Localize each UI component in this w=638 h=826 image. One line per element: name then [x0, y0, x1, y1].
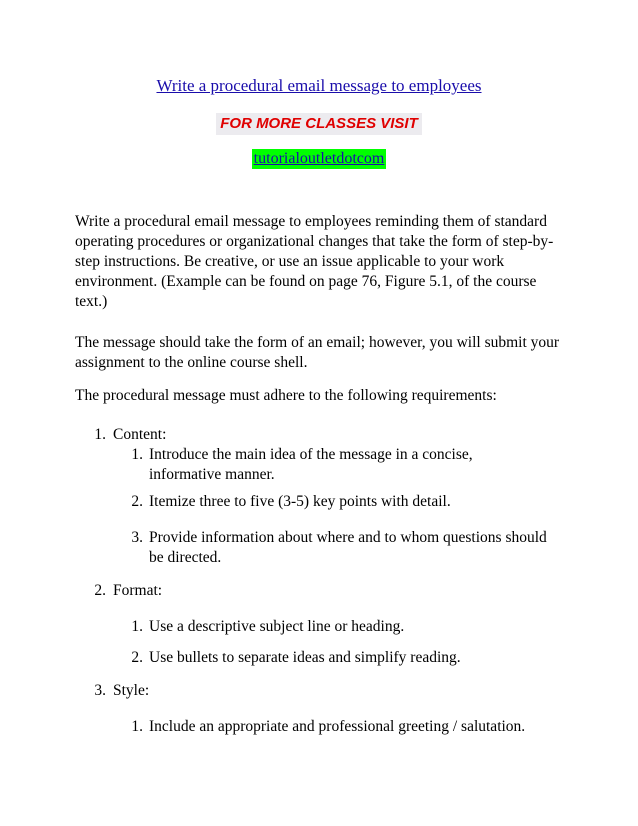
list-text: Provide information about where and to whom questions should be directed.: [149, 529, 547, 566]
promo-banner: [0, 113, 638, 135]
requirements-intro: The procedural message must adhere to the following requirements:: [75, 387, 497, 404]
list-number: 1.: [94, 426, 106, 443]
list-item-content: [0, 425, 638, 445]
submission-paragraph: The message should take the form of an email; however, you will submit your assignment to the online course shell.: [75, 334, 560, 371]
list-item: [0, 617, 638, 637]
list-item-style: [0, 681, 638, 701]
list-text: Introduce the main idea of the message in a concise, informative manner.: [149, 446, 473, 483]
list-number: 1.: [131, 618, 143, 635]
intro-paragraph: Write a procedural email message to employees reminding them of standard operating procedures or organizational changes that take the form of step-by-step instructions. Be creative, or use an issue applicable to your work environment. (Example can be found on page 76, Figure 5.1, of the course text.): [75, 213, 554, 310]
list-item: [0, 492, 638, 512]
list-item-format: [0, 581, 638, 601]
list-text: Use a descriptive subject line or heading.: [149, 618, 405, 635]
list-label: Content:: [113, 426, 167, 443]
list-number: 1.: [131, 718, 143, 735]
site-link[interactable]: tutorialoutletdotcom: [253, 150, 385, 167]
list-number: 3.: [94, 682, 106, 699]
list-item: [0, 717, 638, 737]
site-link-wrapper: [0, 149, 638, 169]
list-text: Use bullets to separate ideas and simplify reading.: [149, 649, 461, 666]
list-text: Itemize three to five (3-5) key points with detail.: [149, 493, 451, 510]
list-number: 3.: [131, 529, 143, 546]
list-label: Format:: [113, 582, 163, 599]
list-text: Include an appropriate and professional greeting / salutation.: [149, 718, 526, 735]
title-link[interactable]: Write a procedural email message to employees: [156, 76, 482, 95]
promo-text: FOR MORE CLASSES VISIT: [216, 113, 422, 135]
list-number: 1.: [131, 446, 143, 463]
list-label: Style:: [113, 682, 150, 699]
list-item: [0, 445, 638, 485]
list-item: [0, 648, 638, 668]
list-number: 2.: [131, 493, 143, 510]
list-number: 2.: [94, 582, 106, 599]
list-item: [0, 528, 638, 568]
list-number: 2.: [131, 649, 143, 666]
